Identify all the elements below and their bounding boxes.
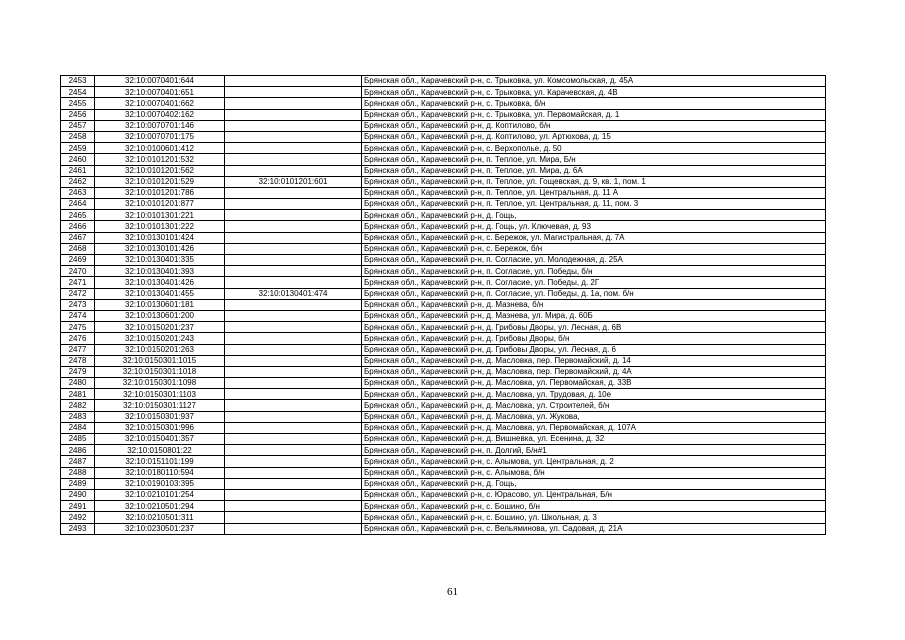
row-number-cell: 2459 xyxy=(61,143,95,154)
address-cell: Брянская обл., Карачевский р-н, п. Теплое, ул. Центральная, д. 11 А xyxy=(362,187,826,198)
cadastral-number-cell: 32:10:0150201:237 xyxy=(95,322,225,333)
address-cell: Брянская обл., Карачевский р-н, с. Бережок, ул. Магистральная, д. 7А xyxy=(362,232,826,243)
parent-cadastral-number-cell xyxy=(225,299,362,310)
cadastral-number-cell: 32:10:0150301:1127 xyxy=(95,400,225,411)
row-number-cell: 2463 xyxy=(61,187,95,198)
address-cell: Брянская обл., Карачевский р-н, п. Согласие, ул. Молодежная, д. 25А xyxy=(362,255,826,266)
table-row xyxy=(61,378,826,389)
cadastral-number-cell: 32:10:0070401:644 xyxy=(95,76,225,87)
address-cell: Брянская обл., Карачевский р-н, п. Теплое, ул. Центральная, д. 11, пом. 3 xyxy=(362,199,826,210)
cadastral-number-cell: 32:10:0101201:529 xyxy=(95,176,225,187)
parent-cadastral-number-cell xyxy=(225,501,362,512)
cadastral-number-cell: 32:10:0150301:1103 xyxy=(95,389,225,400)
cadastral-number-cell: 32:10:0180110:594 xyxy=(95,467,225,478)
table-row xyxy=(61,434,826,445)
table-row xyxy=(61,422,826,433)
cadastral-number-cell: 32:10:0150401:357 xyxy=(95,434,225,445)
parent-cadastral-number-cell xyxy=(225,243,362,254)
cadastral-number-cell: 32:10:0210501:311 xyxy=(95,512,225,523)
table-row xyxy=(61,109,826,120)
cadastral-number-cell: 32:10:0101201:562 xyxy=(95,165,225,176)
parent-cadastral-number-cell xyxy=(225,154,362,165)
parent-cadastral-number-cell xyxy=(225,131,362,142)
cadastral-number-cell: 32:10:0070701:175 xyxy=(95,131,225,142)
row-number-cell: 2486 xyxy=(61,445,95,456)
parent-cadastral-number-cell xyxy=(225,221,362,232)
parent-cadastral-number-cell xyxy=(225,109,362,120)
table-row xyxy=(61,310,826,321)
row-number-cell: 2462 xyxy=(61,176,95,187)
cadastral-number-cell: 32:10:0150301:937 xyxy=(95,411,225,422)
row-number-cell: 2470 xyxy=(61,266,95,277)
address-cell: Брянская обл., Карачевский р-н, п. Согласие, ул. Победы, б/н xyxy=(362,266,826,277)
parent-cadastral-number-cell xyxy=(225,277,362,288)
table-row xyxy=(61,445,826,456)
table-row xyxy=(61,199,826,210)
cadastral-number-cell: 32:10:0100601:412 xyxy=(95,143,225,154)
cadastral-number-cell: 32:10:0070401:662 xyxy=(95,98,225,109)
parent-cadastral-number-cell xyxy=(225,422,362,433)
cadastral-number-cell: 32:10:0130601:200 xyxy=(95,310,225,321)
registry-table-body xyxy=(61,76,826,535)
address-cell: Брянская обл., Карачевский р-н, д. Гощь, xyxy=(362,478,826,489)
row-number-cell: 2479 xyxy=(61,366,95,377)
cadastral-number-cell: 32:10:0210101:254 xyxy=(95,489,225,500)
table-row xyxy=(61,87,826,98)
address-cell: Брянская обл., Карачевский р-н, п. Согласие, ул. Победы, д. 1а, пом. б/н xyxy=(362,288,826,299)
address-cell: Брянская обл., Карачевский р-н, д. Мазнева, б/н xyxy=(362,299,826,310)
table-row xyxy=(61,98,826,109)
parent-cadastral-number-cell xyxy=(225,478,362,489)
address-cell: Брянская обл., Карачевский р-н, д. Коптилово, б/н xyxy=(362,120,826,131)
parent-cadastral-number-cell xyxy=(225,255,362,266)
row-number-cell: 2481 xyxy=(61,389,95,400)
address-cell: Брянская обл., Карачевский р-н, с. Трыковка, ул. Комсомольская, д. 45А xyxy=(362,76,826,87)
table-row xyxy=(61,512,826,523)
parent-cadastral-number-cell xyxy=(225,366,362,377)
parent-cadastral-number-cell xyxy=(225,120,362,131)
table-row xyxy=(61,389,826,400)
parent-cadastral-number-cell xyxy=(225,355,362,366)
address-cell: Брянская обл., Карачевский р-н, д. Грибовы Дворы, ул. Лесная, д. 6В xyxy=(362,322,826,333)
parent-cadastral-number-cell xyxy=(225,76,362,87)
table-row xyxy=(61,322,826,333)
table-row xyxy=(61,523,826,534)
table-row xyxy=(61,266,826,277)
row-number-cell: 2478 xyxy=(61,355,95,366)
row-number-cell: 2469 xyxy=(61,255,95,266)
parent-cadastral-number-cell xyxy=(225,143,362,154)
cadastral-number-cell: 32:10:0130601:181 xyxy=(95,299,225,310)
parent-cadastral-number-cell xyxy=(225,322,362,333)
parent-cadastral-number-cell xyxy=(225,467,362,478)
table-row xyxy=(61,243,826,254)
address-cell: Брянская обл., Карачевский р-н, п. Теплое, ул. Гощевская, д. 9, кв. 1, пом. 1 xyxy=(362,176,826,187)
row-number-cell: 2475 xyxy=(61,322,95,333)
cadastral-number-cell: 32:10:0150301:1015 xyxy=(95,355,225,366)
table-row xyxy=(61,478,826,489)
cadastral-number-cell: 32:10:0130401:426 xyxy=(95,277,225,288)
parent-cadastral-number-cell xyxy=(225,523,362,534)
row-number-cell: 2485 xyxy=(61,434,95,445)
cadastral-number-cell: 32:10:0130401:393 xyxy=(95,266,225,277)
address-cell: Брянская обл., Карачевский р-н, с. Алымова, б/н xyxy=(362,467,826,478)
row-number-cell: 2456 xyxy=(61,109,95,120)
cadastral-number-cell: 32:10:0070402:162 xyxy=(95,109,225,120)
parent-cadastral-number-cell xyxy=(225,344,362,355)
cadastral-number-cell: 32:10:0101201:877 xyxy=(95,199,225,210)
address-cell: Брянская обл., Карачевский р-н, с. Трыковка, б/н xyxy=(362,98,826,109)
address-cell: Брянская обл., Карачевский р-н, с. Трыковка, ул. Первомайская, д. 1 xyxy=(362,109,826,120)
row-number-cell: 2467 xyxy=(61,232,95,243)
row-number-cell: 2490 xyxy=(61,489,95,500)
row-number-cell: 2471 xyxy=(61,277,95,288)
cadastral-number-cell: 32:10:0070701:146 xyxy=(95,120,225,131)
address-cell: Брянская обл., Карачевский р-н, д. Мазнева, ул. Мира, д. 60Б xyxy=(362,310,826,321)
row-number-cell: 2487 xyxy=(61,456,95,467)
table-row xyxy=(61,501,826,512)
row-number-cell: 2464 xyxy=(61,199,95,210)
table-row xyxy=(61,400,826,411)
table-row xyxy=(61,165,826,176)
property-registry-table xyxy=(60,75,826,535)
parent-cadastral-number-cell xyxy=(225,87,362,98)
table-row xyxy=(61,333,826,344)
row-number-cell: 2465 xyxy=(61,210,95,221)
table-row xyxy=(61,489,826,500)
row-number-cell: 2458 xyxy=(61,131,95,142)
address-cell: Брянская обл., Карачевский р-н, с. Бошино, б/н xyxy=(362,501,826,512)
address-cell: Брянская обл., Карачевский р-н, с. Трыковка, ул. Карачевская, д. 4В xyxy=(362,87,826,98)
row-number-cell: 2453 xyxy=(61,76,95,87)
cadastral-number-cell: 32:10:0101301:222 xyxy=(95,221,225,232)
table-row xyxy=(61,288,826,299)
table-row xyxy=(61,456,826,467)
row-number-cell: 2455 xyxy=(61,98,95,109)
address-cell: Брянская обл., Карачевский р-н, п. Согласие, ул. Победы, д. 2Г xyxy=(362,277,826,288)
parent-cadastral-number-cell xyxy=(225,445,362,456)
address-cell: Брянская обл., Карачевский р-н, д. Масловка, ул. Жукова, xyxy=(362,411,826,422)
row-number-cell: 2454 xyxy=(61,87,95,98)
cadastral-number-cell: 32:10:0130101:426 xyxy=(95,243,225,254)
parent-cadastral-number-cell xyxy=(225,400,362,411)
row-number-cell: 2484 xyxy=(61,422,95,433)
row-number-cell: 2491 xyxy=(61,501,95,512)
parent-cadastral-number-cell: 32:10:0101201:601 xyxy=(225,176,362,187)
address-cell: Брянская обл., Карачевский р-н, п. Теплое, ул. Мира, д. 6А xyxy=(362,165,826,176)
address-cell: Брянская обл., Карачевский р-н, п. Теплое, ул. Мира, Б/н xyxy=(362,154,826,165)
row-number-cell: 2474 xyxy=(61,310,95,321)
table-row xyxy=(61,187,826,198)
row-number-cell: 2472 xyxy=(61,288,95,299)
address-cell: Брянская обл., Карачевский р-н, с. Бошино, ул. Школьная, д. 3 xyxy=(362,512,826,523)
row-number-cell: 2461 xyxy=(61,165,95,176)
table-row xyxy=(61,120,826,131)
parent-cadastral-number-cell xyxy=(225,98,362,109)
cadastral-number-cell: 32:10:0150301:1098 xyxy=(95,378,225,389)
cadastral-number-cell: 32:10:0150201:263 xyxy=(95,344,225,355)
table-row xyxy=(61,143,826,154)
parent-cadastral-number-cell xyxy=(225,210,362,221)
parent-cadastral-number-cell xyxy=(225,266,362,277)
cadastral-number-cell: 32:10:0130401:335 xyxy=(95,255,225,266)
address-cell: Брянская обл., Карачевский р-н, д. Гощь, xyxy=(362,210,826,221)
cadastral-number-cell: 32:10:0130401:455 xyxy=(95,288,225,299)
cadastral-number-cell: 32:10:0150201:243 xyxy=(95,333,225,344)
table-row xyxy=(61,255,826,266)
cadastral-number-cell: 32:10:0150801:22 xyxy=(95,445,225,456)
address-cell: Брянская обл., Карачевский р-н, с. Алымова, ул. Центральная, д. 2 xyxy=(362,456,826,467)
table-row xyxy=(61,277,826,288)
address-cell: Брянская обл., Карачевский р-н, с. Юрасово, ул. Центральная, Б/н xyxy=(362,489,826,500)
address-cell: Брянская обл., Карачевский р-н, п. Долгий, Б/н#1 xyxy=(362,445,826,456)
page-number: 61 xyxy=(447,586,458,598)
table-row xyxy=(61,355,826,366)
table-row xyxy=(61,131,826,142)
cadastral-number-cell: 32:10:0101201:786 xyxy=(95,187,225,198)
cadastral-number-cell: 32:10:0190103:395 xyxy=(95,478,225,489)
parent-cadastral-number-cell xyxy=(225,456,362,467)
table-row xyxy=(61,299,826,310)
cadastral-number-cell: 32:10:0151101:199 xyxy=(95,456,225,467)
row-number-cell: 2468 xyxy=(61,243,95,254)
row-number-cell: 2488 xyxy=(61,467,95,478)
cadastral-number-cell: 32:10:0070401:651 xyxy=(95,87,225,98)
row-number-cell: 2480 xyxy=(61,378,95,389)
cadastral-number-cell: 32:10:0150301:996 xyxy=(95,422,225,433)
address-cell: Брянская обл., Карачевский р-н, д. Коптилово, ул. Артюхова, д. 15 xyxy=(362,131,826,142)
table-row xyxy=(61,176,826,187)
row-number-cell: 2492 xyxy=(61,512,95,523)
row-number-cell: 2482 xyxy=(61,400,95,411)
table-row xyxy=(61,411,826,422)
parent-cadastral-number-cell xyxy=(225,378,362,389)
cadastral-number-cell: 32:10:0130101:424 xyxy=(95,232,225,243)
row-number-cell: 2477 xyxy=(61,344,95,355)
cadastral-number-cell: 32:10:0101201:532 xyxy=(95,154,225,165)
cadastral-number-cell: 32:10:0101301:221 xyxy=(95,210,225,221)
address-cell: Брянская обл., Карачевский р-н, с. Верхополье, д. 50 xyxy=(362,143,826,154)
parent-cadastral-number-cell: 32:10:0130401:474 xyxy=(225,288,362,299)
address-cell: Брянская обл., Карачевский р-н, с. Вельяминова, ул. Садовая, д. 21А xyxy=(362,523,826,534)
parent-cadastral-number-cell xyxy=(225,165,362,176)
row-number-cell: 2457 xyxy=(61,120,95,131)
parent-cadastral-number-cell xyxy=(225,411,362,422)
table-row xyxy=(61,232,826,243)
address-cell: Брянская обл., Карачевский р-н, д. Масловка, ул. Первомайская, д. 107А xyxy=(362,422,826,433)
parent-cadastral-number-cell xyxy=(225,434,362,445)
parent-cadastral-number-cell xyxy=(225,333,362,344)
row-number-cell: 2483 xyxy=(61,411,95,422)
parent-cadastral-number-cell xyxy=(225,187,362,198)
table-row xyxy=(61,344,826,355)
table-row xyxy=(61,76,826,87)
cadastral-number-cell: 32:10:0150301:1018 xyxy=(95,366,225,377)
table-row xyxy=(61,366,826,377)
row-number-cell: 2476 xyxy=(61,333,95,344)
address-cell: Брянская обл., Карачевский р-н, с. Бережок, б/н xyxy=(362,243,826,254)
table-row xyxy=(61,154,826,165)
parent-cadastral-number-cell xyxy=(225,232,362,243)
row-number-cell: 2493 xyxy=(61,523,95,534)
parent-cadastral-number-cell xyxy=(225,512,362,523)
parent-cadastral-number-cell xyxy=(225,489,362,500)
address-cell: Брянская обл., Карачевский р-н, д. Масловка, ул. Строителей, б/н xyxy=(362,400,826,411)
row-number-cell: 2489 xyxy=(61,478,95,489)
parent-cadastral-number-cell xyxy=(225,199,362,210)
parent-cadastral-number-cell xyxy=(225,389,362,400)
table-row xyxy=(61,210,826,221)
address-cell: Брянская обл., Карачевский р-н, д. Гощь, ул. Ключевая, д. 93 xyxy=(362,221,826,232)
row-number-cell: 2466 xyxy=(61,221,95,232)
parent-cadastral-number-cell xyxy=(225,310,362,321)
row-number-cell: 2460 xyxy=(61,154,95,165)
address-cell: Брянская обл., Карачевский р-н, д. Масловка, ул. Первомайская, д. 33В xyxy=(362,378,826,389)
table-row xyxy=(61,221,826,232)
cadastral-number-cell: 32:10:0230501:237 xyxy=(95,523,225,534)
cadastral-number-cell: 32:10:0210501:294 xyxy=(95,501,225,512)
address-cell: Брянская обл., Карачевский р-н, д. Масловка, пер. Первомайский, д. 14 xyxy=(362,355,826,366)
address-cell: Брянская обл., Карачевский р-н, д. Вишневка, ул. Есенина, д. 32 xyxy=(362,434,826,445)
table-row xyxy=(61,467,826,478)
address-cell: Брянская обл., Карачевский р-н, д. Масловка, пер. Первомайский, д. 4А xyxy=(362,366,826,377)
address-cell: Брянская обл., Карачевский р-н, д. Масловка, ул. Трудовая, д. 10е xyxy=(362,389,826,400)
row-number-cell: 2473 xyxy=(61,299,95,310)
address-cell: Брянская обл., Карачевский р-н, д. Грибовы Дворы, ул. Лесная, д. 6 xyxy=(362,344,826,355)
address-cell: Брянская обл., Карачевский р-н, д. Грибовы Дворы, б/н xyxy=(362,333,826,344)
